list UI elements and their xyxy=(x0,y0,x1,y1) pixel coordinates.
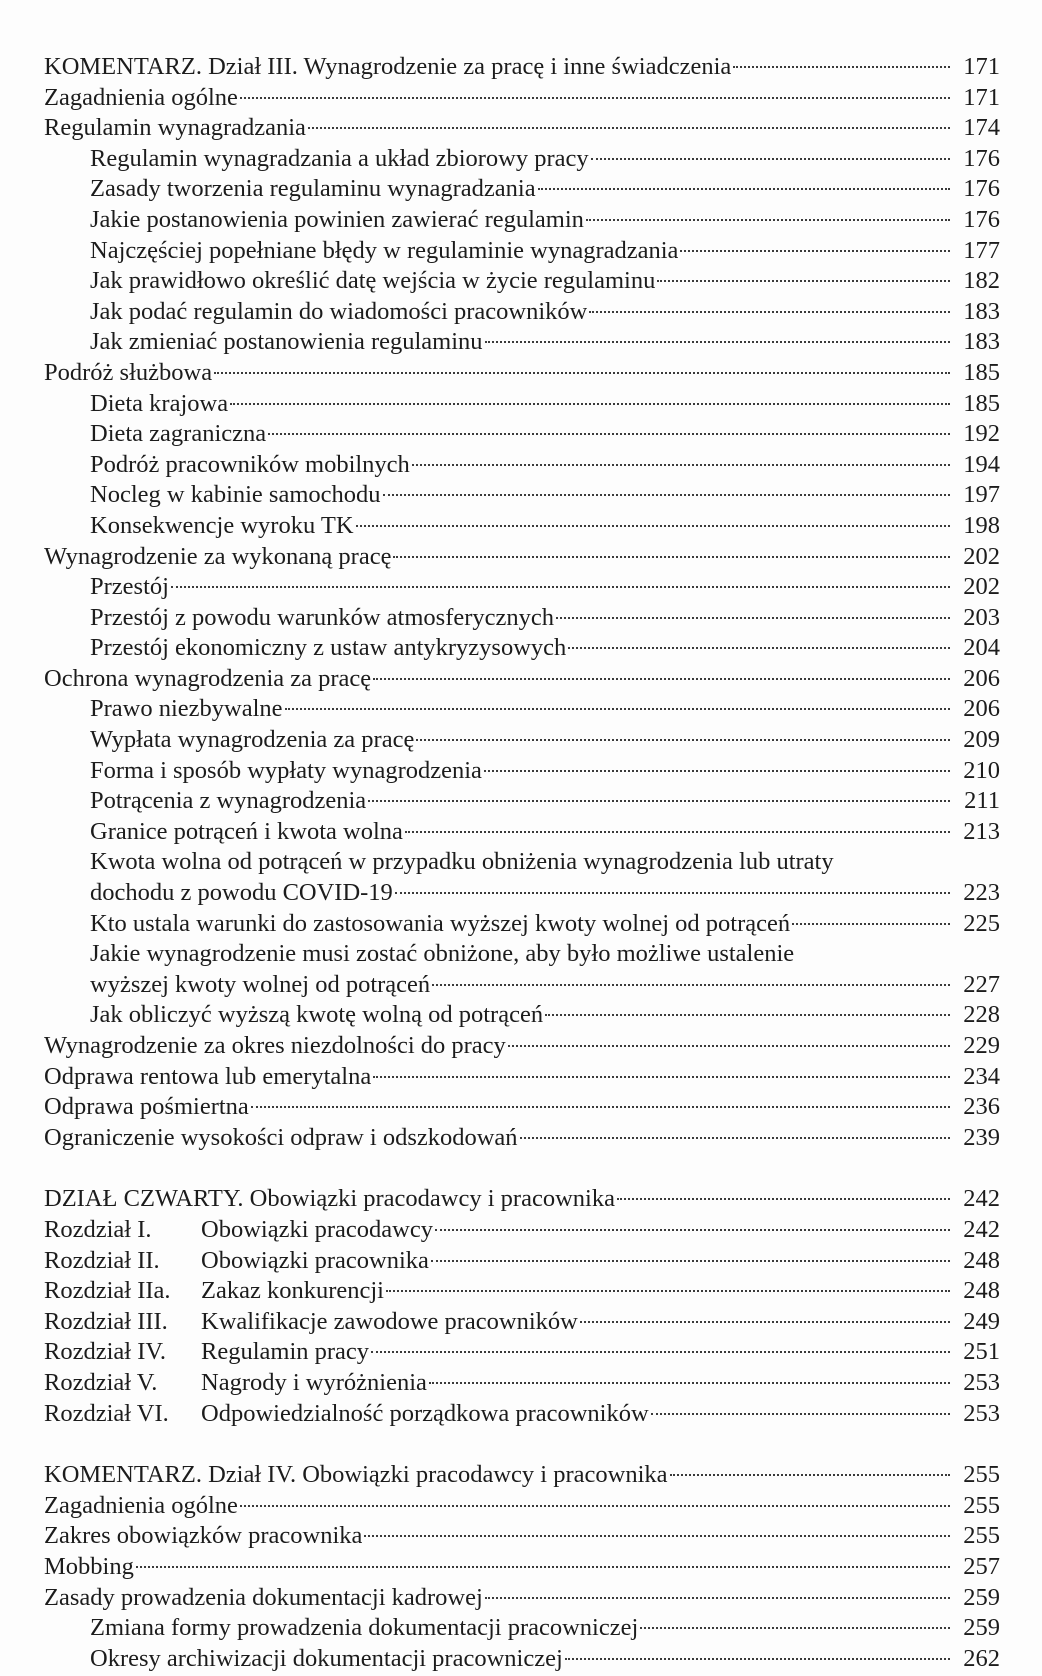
toc-entry-title: Odprawa pośmiertna xyxy=(44,1093,249,1121)
toc-entry-title: Potrącenia z wynagrodzenia xyxy=(90,787,367,815)
toc-entry xyxy=(44,297,1000,328)
dot-leader xyxy=(545,1014,950,1016)
toc-entry-title: Mobbing xyxy=(44,1552,134,1580)
toc-entry-label xyxy=(44,1246,956,1277)
toc-entry xyxy=(44,450,1000,481)
toc-entry-label xyxy=(90,450,956,481)
dot-leader xyxy=(591,158,950,160)
toc-entry-title: Dieta krajowa xyxy=(90,389,229,417)
dot-leader xyxy=(589,311,950,313)
toc-entry-label xyxy=(90,327,956,358)
toc-entry-title: Przestój xyxy=(90,573,169,601)
toc-entry-title: dochodu z powodu COVID-19 xyxy=(90,879,393,907)
toc-entry-label xyxy=(44,1092,956,1123)
toc-entry-label xyxy=(44,52,956,83)
toc-entry xyxy=(44,786,1000,817)
toc-entry-label xyxy=(44,1552,956,1583)
dot-leader xyxy=(364,1535,950,1537)
toc-entry-label xyxy=(90,174,956,205)
toc-entry xyxy=(44,83,1000,114)
dot-leader xyxy=(657,280,950,282)
dot-leader xyxy=(356,525,950,527)
dot-leader xyxy=(240,1505,950,1507)
toc-entry-label xyxy=(90,878,956,909)
toc-page-number: 248 xyxy=(963,1277,1000,1305)
toc-entry-title: Zagadnienia ogólne xyxy=(44,83,238,111)
toc-entry-title: Kwalifikacje zawodowe pracowników xyxy=(201,1307,578,1335)
toc-entry xyxy=(44,1368,1000,1399)
toc-entry-label xyxy=(90,480,956,511)
dot-leader xyxy=(485,1597,950,1599)
dot-leader xyxy=(651,1413,950,1415)
toc-entry xyxy=(44,1613,1000,1644)
toc-entry-label xyxy=(90,909,956,940)
dot-leader xyxy=(792,923,950,925)
chapter-number: Rozdział IV. xyxy=(44,1338,167,1366)
toc-entry-label xyxy=(90,297,956,328)
toc-entry-title: Przestój z powodu warunków atmosferycznych xyxy=(90,603,555,631)
toc-entry xyxy=(44,358,1000,389)
toc-page-number: 223 xyxy=(963,879,1000,907)
dot-leader xyxy=(617,1198,950,1200)
toc-entry-title: Nocleg w kabinie samochodu xyxy=(90,481,381,509)
toc-entry-label xyxy=(44,664,956,695)
toc-entry-label xyxy=(90,725,956,756)
chapter-number: Rozdział III. xyxy=(44,1307,168,1335)
toc-page-number: 192 xyxy=(963,420,1000,448)
toc-entry xyxy=(44,1246,1000,1277)
toc-entry xyxy=(44,817,1000,848)
toc-entry xyxy=(44,205,1000,236)
toc-entry-title: Jakie postanowienia powinien zawierać regulamin xyxy=(90,205,584,233)
dot-leader xyxy=(240,97,950,99)
toc-entry-label xyxy=(44,1307,956,1338)
toc-entry-label xyxy=(90,817,956,848)
toc-page-number: 202 xyxy=(963,573,1000,601)
dot-leader xyxy=(580,1321,950,1323)
chapter-number: Rozdział I. xyxy=(44,1215,152,1243)
toc-entry-label xyxy=(44,1399,956,1430)
toc-entry-label xyxy=(90,939,956,970)
toc-entry-label xyxy=(44,1031,956,1062)
dot-leader xyxy=(405,831,950,833)
toc-page-number: 213 xyxy=(963,817,1000,845)
toc-entry xyxy=(44,1184,1000,1215)
dot-leader xyxy=(395,892,950,894)
toc-entry-label xyxy=(90,786,956,817)
toc-entry-title: Forma i sposób wypłaty wynagrodzenia xyxy=(90,756,482,784)
toc-entry xyxy=(44,52,1000,83)
dot-leader xyxy=(251,1106,950,1108)
table-of-contents xyxy=(44,52,1000,1674)
dot-leader xyxy=(214,372,950,374)
toc-page-number: 253 xyxy=(963,1399,1000,1427)
toc-entry-label xyxy=(90,419,956,450)
toc-page-number: 197 xyxy=(963,481,1000,509)
toc-entry-label xyxy=(90,144,956,175)
toc-entry xyxy=(44,909,1000,940)
toc-page-number: 255 xyxy=(963,1461,1000,1489)
toc-page-number: 255 xyxy=(963,1522,1000,1550)
toc-entry xyxy=(44,1215,1000,1246)
toc-page-number: 227 xyxy=(963,970,1000,998)
toc-entry-title: Najczęściej popełniane błędy w regulaminie wynagradzania xyxy=(90,236,679,264)
toc-page-number: 259 xyxy=(963,1583,1000,1611)
toc-entry-label xyxy=(90,205,956,236)
toc-entry xyxy=(44,542,1000,573)
toc-entry xyxy=(44,419,1000,450)
toc-page-number: 248 xyxy=(963,1246,1000,1274)
toc-entry xyxy=(44,939,1000,970)
toc-page-number: 174 xyxy=(963,114,1000,142)
dot-leader xyxy=(508,1045,950,1047)
toc-page-number: 185 xyxy=(963,358,1000,386)
dot-leader xyxy=(565,1658,950,1660)
toc-entry-label xyxy=(90,389,956,420)
toc-entry-label xyxy=(44,358,956,389)
toc-entry-label xyxy=(90,266,956,297)
toc-entry xyxy=(44,1123,1000,1154)
toc-entry-title: Odpowiedzialność porządkowa pracowników xyxy=(201,1399,649,1427)
toc-page-number: 242 xyxy=(963,1185,1000,1213)
dot-leader xyxy=(373,1076,950,1078)
toc-page-number: 206 xyxy=(963,695,1000,723)
toc-page-number: 209 xyxy=(963,726,1000,754)
dot-leader xyxy=(484,770,950,772)
toc-entry-label xyxy=(90,970,956,1001)
toc-entry-label xyxy=(90,603,956,634)
toc-entry-title: Przestój ekonomiczny z ustaw antykryzysowych xyxy=(90,634,567,662)
toc-entry-label xyxy=(44,1276,956,1307)
toc-entry-label xyxy=(44,1368,956,1399)
toc-page-number: 236 xyxy=(963,1093,1000,1121)
toc-page-number: 225 xyxy=(963,909,1000,937)
toc-entry-title: Jak obliczyć wyższą kwotę wolną od potrąceń xyxy=(90,1001,544,1029)
toc-entry-label xyxy=(44,1337,956,1368)
toc-entry-label xyxy=(90,572,956,603)
dot-leader xyxy=(412,464,950,466)
toc-entry-title: Regulamin wynagradzania xyxy=(44,114,306,142)
toc-entry-title: Regulamin wynagradzania a układ zbiorowy pracy xyxy=(90,144,589,172)
toc-entry xyxy=(44,174,1000,205)
toc-entry-title: Prawo niezbywalne xyxy=(90,695,283,723)
toc-entry-title: Jakie wynagrodzenie musi zostać obniżone, aby było możliwe ustalenie xyxy=(90,940,795,968)
toc-entry xyxy=(44,1521,1000,1552)
toc-entry-title: Obowiązki pracownika xyxy=(201,1246,429,1274)
toc-page-number: 255 xyxy=(963,1491,1000,1519)
toc-entry-title: Konsekwencje wyroku TK xyxy=(90,511,354,539)
toc-page-number: 171 xyxy=(963,83,1000,111)
toc-entry-title: Wynagrodzenie za wykonaną pracę xyxy=(44,542,392,570)
toc-page-number: 194 xyxy=(963,450,1000,478)
toc-entry xyxy=(44,1460,1000,1491)
toc-entry-title: KOMENTARZ. Dział IV. Obowiązki pracodawcy i pracownika xyxy=(44,1461,668,1489)
toc-entry xyxy=(44,266,1000,297)
toc-page-number: 262 xyxy=(963,1644,1000,1672)
toc-entry-title: Odprawa rentowa lub emerytalna xyxy=(44,1062,372,1090)
toc-page-number: 206 xyxy=(963,664,1000,692)
toc-page-number: 182 xyxy=(963,267,1000,295)
toc-entry-title: Jak zmieniać postanowienia regulaminu xyxy=(90,328,483,356)
toc-entry-title: DZIAŁ CZWARTY. Obowiązki pracodawcy i pracownika xyxy=(44,1185,615,1213)
toc-entry-title: Ochrona wynagrodzenia za pracę xyxy=(44,664,372,692)
toc-entry xyxy=(44,1399,1000,1430)
toc-entry-title: Dieta zagraniczna xyxy=(90,420,267,448)
toc-entry xyxy=(44,633,1000,664)
toc-entry-label xyxy=(44,1521,956,1552)
toc-entry-label xyxy=(44,1184,956,1215)
toc-page-number: 176 xyxy=(963,175,1000,203)
chapter-number: Rozdział IIa. xyxy=(44,1277,171,1305)
toc-entry-title: Granice potrąceń i kwota wolna xyxy=(90,817,403,845)
toc-entry-label xyxy=(90,847,956,878)
dot-leader xyxy=(586,219,950,221)
toc-entry xyxy=(44,480,1000,511)
toc-entry xyxy=(44,236,1000,267)
dot-leader xyxy=(435,1229,950,1231)
toc-entry-title: Obowiązki pracodawcy xyxy=(201,1215,433,1243)
toc-entry-label xyxy=(44,1491,956,1522)
toc-entry-title: Podróż pracowników mobilnych xyxy=(90,450,410,478)
toc-entry-title: Kto ustala warunki do zastosowania wyższej kwoty wolnej od potrąceń xyxy=(90,909,791,937)
toc-entry xyxy=(44,144,1000,175)
toc-page-number: 242 xyxy=(963,1215,1000,1243)
toc-entry-title: Zmiana formy prowadzenia dokumentacji pracowniczej xyxy=(90,1614,639,1642)
toc-entry-label xyxy=(44,1062,956,1093)
dot-leader xyxy=(386,1290,950,1292)
toc-page-number: 204 xyxy=(963,634,1000,662)
toc-entry-label xyxy=(44,1215,956,1246)
dot-leader xyxy=(670,1474,950,1476)
dot-leader xyxy=(268,433,950,435)
toc-entry-title: Podróż służbowa xyxy=(44,358,213,386)
dot-leader xyxy=(171,586,950,588)
toc-entry-title: Regulamin pracy xyxy=(201,1338,370,1366)
dot-leader xyxy=(308,127,950,129)
toc-page-number: 251 xyxy=(963,1338,1000,1366)
dot-leader xyxy=(680,250,950,252)
toc-entry xyxy=(44,1092,1000,1123)
toc-entry-label xyxy=(44,1123,956,1154)
dot-leader xyxy=(136,1566,950,1568)
toc-entry-label xyxy=(44,1583,956,1614)
toc-entry-title: wyższej kwoty wolnej od potrąceń xyxy=(90,970,431,998)
toc-entry xyxy=(44,327,1000,358)
toc-entry xyxy=(44,1000,1000,1031)
toc-page-number: 259 xyxy=(963,1614,1000,1642)
dot-leader xyxy=(520,1137,950,1139)
toc-entry-label xyxy=(44,1460,956,1491)
toc-entry xyxy=(44,725,1000,756)
dot-leader xyxy=(640,1627,950,1629)
toc-entry xyxy=(44,664,1000,695)
toc-page-number: 177 xyxy=(963,236,1000,264)
toc-page-number: 202 xyxy=(963,542,1000,570)
toc-entry-title: Zagadnienia ogólne xyxy=(44,1491,238,1519)
toc-entry xyxy=(44,603,1000,634)
toc-entry-title: Wynagrodzenie za okres niezdolności do pracy xyxy=(44,1032,506,1059)
chapter-number: Rozdział II. xyxy=(44,1246,160,1274)
toc-entry xyxy=(44,878,1000,909)
dot-leader xyxy=(429,1382,950,1384)
dot-leader xyxy=(556,617,950,619)
dot-leader xyxy=(368,800,950,802)
toc-entry-title: KOMENTARZ. Dział III. Wynagrodzenie za pracę i inne świadczenia xyxy=(44,53,732,80)
toc-entry-title: Kwota wolna od potrąceń w przypadku obniżenia wynagrodzenia lub utraty xyxy=(90,848,834,876)
dot-leader xyxy=(285,708,950,710)
toc-page-number: 185 xyxy=(963,389,1000,417)
toc-entry-label xyxy=(90,633,956,664)
toc-entry-title: Wypłata wynagrodzenia za pracę xyxy=(90,726,415,754)
toc-entry xyxy=(44,1062,1000,1093)
toc-entry xyxy=(44,694,1000,725)
toc-entry xyxy=(44,511,1000,542)
toc-page-number: 253 xyxy=(963,1368,1000,1396)
toc-entry xyxy=(44,1337,1000,1368)
toc-page-number: 198 xyxy=(963,511,1000,539)
toc-entry-title: Jak prawidłowo określić datę wejścia w życie regulaminu xyxy=(90,267,656,295)
toc-entry-title: Ograniczenie wysokości odpraw i odszkodowań xyxy=(44,1123,518,1151)
dot-leader xyxy=(383,494,950,496)
toc-entry xyxy=(44,572,1000,603)
toc-entry xyxy=(44,1031,1000,1062)
toc-entry-title: Zakres obowiązków pracownika xyxy=(44,1522,363,1550)
toc-page-number: 229 xyxy=(963,1032,1000,1059)
dot-leader xyxy=(432,984,950,986)
dot-leader xyxy=(733,66,950,68)
toc-entry xyxy=(44,1644,1000,1675)
toc-entry-label xyxy=(90,511,956,542)
toc-page-number: 203 xyxy=(963,603,1000,631)
dot-leader xyxy=(371,1351,950,1353)
toc-entry-label xyxy=(90,236,956,267)
toc-page-number: 228 xyxy=(963,1001,1000,1029)
toc-page-number: 176 xyxy=(963,144,1000,172)
toc-page-number: 176 xyxy=(963,205,1000,233)
toc-entry-label xyxy=(90,1613,956,1644)
toc-page-number: 210 xyxy=(963,756,1000,784)
toc-page-number: 239 xyxy=(963,1123,1000,1151)
dot-leader xyxy=(230,403,950,405)
dot-leader xyxy=(416,739,950,741)
toc-entry xyxy=(44,1307,1000,1338)
toc-entry-label xyxy=(90,1644,956,1675)
toc-entry xyxy=(44,1491,1000,1522)
toc-entry xyxy=(44,756,1000,787)
toc-entry xyxy=(44,1276,1000,1307)
toc-entry xyxy=(44,970,1000,1001)
dot-leader xyxy=(431,1260,950,1262)
toc-entry-title: Jak podać regulamin do wiadomości pracowników xyxy=(90,297,588,325)
dot-leader xyxy=(373,678,950,680)
toc-page-number: 234 xyxy=(963,1062,1000,1090)
toc-entry-label xyxy=(90,694,956,725)
toc-page-number: 211 xyxy=(964,787,1000,815)
toc-entry-title: Zasady prowadzenia dokumentacji kadrowej xyxy=(44,1583,483,1611)
toc-entry xyxy=(44,847,1000,878)
toc-entry-title: Nagrody i wyróżnienia xyxy=(201,1368,427,1396)
toc-entry-title: Zakaz konkurencji xyxy=(201,1277,384,1305)
dot-leader xyxy=(485,341,950,343)
dot-leader xyxy=(538,188,950,190)
chapter-number: Rozdział VI. xyxy=(44,1399,169,1427)
dot-leader xyxy=(568,647,950,649)
toc-entry xyxy=(44,1583,1000,1614)
chapter-number: Rozdział V. xyxy=(44,1368,158,1396)
toc-entry xyxy=(44,389,1000,420)
toc-entry-label xyxy=(44,113,956,144)
toc-entry xyxy=(44,113,1000,144)
toc-entry-title: Zasady tworzenia regulaminu wynagradzania xyxy=(90,175,536,203)
toc-entry-title: Okresy archiwizacji dokumentacji pracowniczej xyxy=(90,1644,563,1672)
toc-page-number: 171 xyxy=(963,53,1000,80)
toc-entry-label xyxy=(44,83,956,114)
toc-entry-label xyxy=(90,1000,956,1031)
toc-entry-label xyxy=(44,542,956,573)
toc-page-number: 257 xyxy=(963,1552,1000,1580)
toc-page-number: 183 xyxy=(963,328,1000,356)
toc-page-number: 249 xyxy=(963,1307,1000,1335)
toc-page-number: 183 xyxy=(963,297,1000,325)
dot-leader xyxy=(393,556,950,558)
toc-entry xyxy=(44,1552,1000,1583)
toc-entry-label xyxy=(90,756,956,787)
